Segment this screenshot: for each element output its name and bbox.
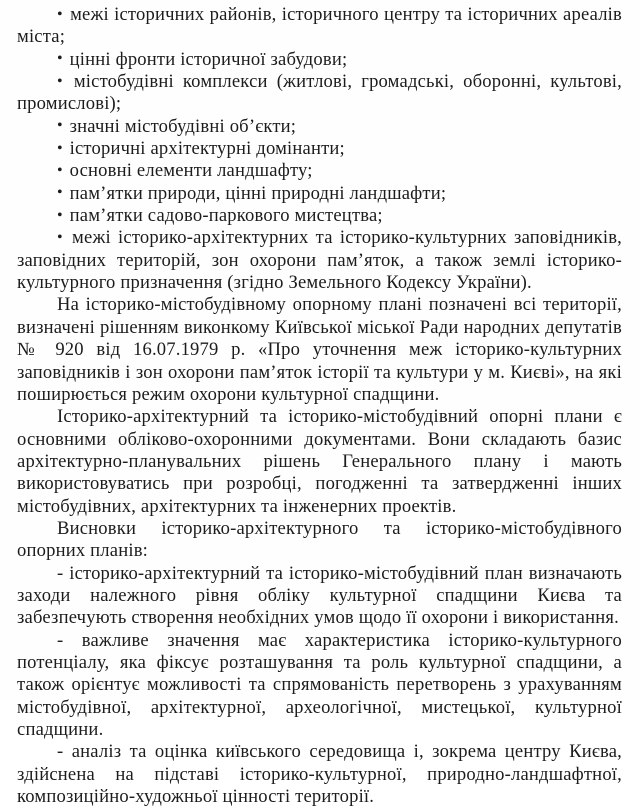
bullet-item-text: межі історико-архітектурних та історико-культурних заповідників, заповідних територій, зон охорони пам’яток, а також землі історико-культурного призначення (згідно Земельного Кодексу України).: [17, 227, 622, 294]
bullet-point-icon: •: [57, 50, 63, 68]
dash-list-item: [17, 630, 622, 742]
dash-item-text: - важливе значення має характеристика історико-культурного потенціалу, яка фіксує розташування та роль культурної спадщини, а також орієнтує можливості та спрямованість перетворень з урахуванням містобудівної, архітектурної, археологічної, мистецької, культурної спадщини.: [17, 629, 622, 740]
bullet-list-item: [17, 138, 622, 160]
bullet-list-item: [17, 49, 622, 71]
bullet-point-icon: •: [57, 117, 63, 135]
paragraph-text: Висновки історико-архітектурного та історико-містобудівного опорних планів:: [17, 517, 622, 562]
dash-item-text: - історико-архітектурний та історико-містобудівний план визначають заходи належного рівня обліку культурної спадщини Києва та забезпечують створення необхідних умов щодо її охорони і використання.: [17, 562, 622, 629]
body-paragraph: [17, 406, 622, 518]
bullet-point-icon: •: [57, 184, 63, 202]
body-paragraph: [17, 294, 622, 406]
bullet-list-item: [17, 71, 622, 116]
conclusions-intro-paragraph: [17, 518, 622, 563]
bullet-item-text: основні елементи ландшафту;: [69, 160, 313, 182]
bullet-point-icon: •: [57, 5, 63, 23]
bullet-item-text: значні містобудівні об’єкти;: [69, 115, 297, 137]
bullet-point-icon: •: [57, 72, 63, 90]
bullet-item-text: пам’ятки садово-паркового мистецтва;: [69, 205, 383, 227]
bullet-list-item: [17, 116, 622, 138]
bullet-list-item: [17, 183, 622, 205]
paragraph-text: Історико-архітектурний та історико-містобудівний опорні плани є основними обліково-охоронними документами. Вони складають базис архітектурно-планувальних рішень Генерального плану і мають використовуватись при розробці, погодженні та затвердженні інших містобудівних, архітектурних та інженерних проектів.: [17, 406, 622, 517]
bullet-item-text: цінні фронти історичної забудови;: [69, 48, 348, 70]
bullet-point-icon: •: [57, 206, 63, 224]
bullet-list-item: [17, 205, 622, 227]
document-body: [17, 4, 622, 808]
paragraph-text: На історико-містобудівному опорному плані позначені всі території, визначені рішенням виконкому Київської міської Ради народних депутатів № 920 від 16.07.1979 р. «Про уточнення меж історико-культурних заповідників і зон охорони пам’яток історії та культури у м. Києві», на які поширюється режим охорони культурної спадщини.: [17, 294, 622, 405]
bullet-item-text: містобудівні комплекси (житлові, громадські, оборонні, культові, промислові);: [17, 71, 622, 115]
bullet-item-text: історичні архітектурні домінанти;: [69, 138, 345, 160]
bullet-item-text: межі історичних районів, історичного центру та історичних ареалів міста;: [17, 4, 622, 48]
bullet-list-item: [17, 160, 622, 182]
bullet-list-item: [17, 227, 622, 294]
dash-item-text: - аналіз та оцінка київського середовища і, зокрема центру Києва, здійснена на підставі історико-культурної, природно-ландшафтної, композиційно-художньої цінності території.: [17, 741, 622, 808]
dash-list-item: [17, 563, 622, 630]
dash-list-item: [17, 741, 622, 808]
bullet-point-icon: •: [57, 162, 63, 180]
bullet-item-text: пам’ятки природи, цінні природні ландшафти;: [69, 182, 447, 204]
bullet-list-item: [17, 4, 622, 49]
bullet-point-icon: •: [57, 229, 63, 247]
bullet-point-icon: •: [57, 139, 63, 157]
